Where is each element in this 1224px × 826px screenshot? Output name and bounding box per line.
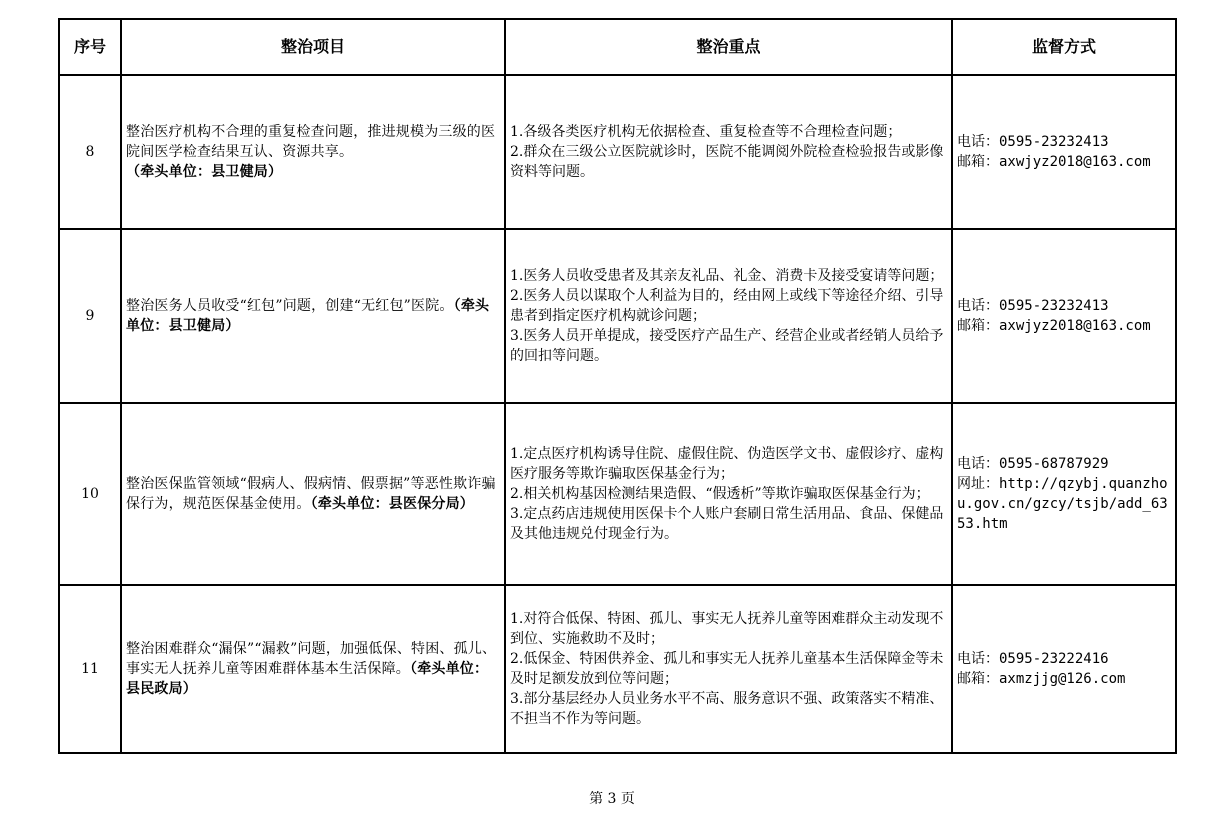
focus-point: 3.部分基层经办人员业务水平不高、服务意识不强、政策落实不精准、不担当不作为等问题。 bbox=[510, 691, 944, 727]
focus-point: 2.低保金、特困供养金、孤儿和事实无人抚养儿童基本生活保障金等未及时足额发放到位等问题； bbox=[510, 651, 944, 687]
serial-number: 11 bbox=[59, 585, 121, 753]
page-number: 第 3 页 bbox=[589, 791, 635, 807]
focus-cell bbox=[505, 75, 952, 229]
lead-unit: （牵头单位：县民政局） bbox=[126, 661, 489, 697]
contact-cell bbox=[952, 229, 1176, 403]
email-text: 邮箱：axwjyz2018@163.com bbox=[957, 318, 1151, 334]
lead-unit: （牵头单位：县卫健局） bbox=[126, 164, 283, 180]
serial-number: 8 bbox=[59, 75, 121, 229]
phone-text: 电话：0595-68787929 bbox=[957, 456, 1109, 472]
focus-point: 1.对符合低保、特困、孤儿、事实无人抚养儿童等困难群众主动发现不到位、实施救助不及时； bbox=[510, 611, 944, 647]
serial-number: 10 bbox=[59, 403, 121, 585]
header-item: 整治项目 bbox=[121, 19, 505, 75]
item-text: 整治医务人员收受“红包”问题，创建“无红包”医院。 bbox=[126, 298, 454, 314]
contact-cell bbox=[952, 585, 1176, 753]
focus-point: 2.医务人员以谋取个人利益为目的，经由网上或线下等途径介绍、引导患者到指定医疗机构就诊问题； bbox=[510, 288, 944, 324]
lead-unit: （牵头单位：县卫健局） bbox=[126, 298, 490, 334]
item-cell bbox=[121, 585, 505, 753]
header-focus: 整治重点 bbox=[505, 19, 952, 75]
table-row bbox=[59, 229, 1176, 403]
item-text: 整治医疗机构不合理的重复检查问题，推进规模为三级的医院间医学检查结果互认、资源共享。 bbox=[126, 124, 496, 160]
email-text: 邮箱：axwjyz2018@163.com bbox=[957, 154, 1151, 170]
item-cell bbox=[121, 75, 505, 229]
item-cell bbox=[121, 229, 505, 403]
serial-number: 9 bbox=[59, 229, 121, 403]
focus-point: 2.相关机构基因检测结果造假、“假透析”等欺诈骗取医保基金行为； bbox=[510, 486, 930, 502]
rectification-table bbox=[58, 18, 1177, 754]
focus-cell bbox=[505, 585, 952, 753]
phone-text: 电话：0595-23222416 bbox=[957, 651, 1109, 667]
phone-text: 电话：0595-23232413 bbox=[957, 134, 1109, 150]
email-text: 邮箱：axmzjjg@126.com bbox=[957, 671, 1126, 687]
item-text: 整治困难群众“漏保”“漏救”问题，加强低保、特困、孤儿、事实无人抚养儿童等困难群体基本生活保障。 bbox=[126, 641, 497, 677]
item-text: 整治医保监管领域“假病人、假病情、假票据”等恶性欺诈骗保行为，规范医保基金使用。 bbox=[126, 476, 496, 512]
header-row bbox=[59, 19, 1176, 75]
contact-cell bbox=[952, 403, 1176, 585]
website-link[interactable]: 网址：http://qzybj.quanzhou.gov.cn/gzcy/tsjb/add_6353.htm bbox=[957, 476, 1168, 532]
focus-point: 3.定点药店违规使用医保卡个人账户套刷日常生活用品、食品、保健品及其他违规兑付现金行为。 bbox=[510, 506, 944, 542]
table-row bbox=[59, 75, 1176, 229]
table-row bbox=[59, 585, 1176, 753]
focus-cell bbox=[505, 229, 952, 403]
focus-point: 2.群众在三级公立医院就诊时，医院不能调阅外院检查检验报告或影像资料等问题。 bbox=[510, 144, 944, 180]
header-serial: 序号 bbox=[59, 19, 121, 75]
focus-point: 1.各级各类医疗机构无依据检查、重复检查等不合理检查问题； bbox=[510, 124, 902, 140]
contact-cell bbox=[952, 75, 1176, 229]
focus-cell bbox=[505, 403, 952, 585]
focus-point: 3.医务人员开单提成，接受医疗产品生产、经营企业或者经销人员给予的回扣等问题。 bbox=[510, 328, 944, 364]
table-row bbox=[59, 403, 1176, 585]
phone-text: 电话：0595-23232413 bbox=[957, 298, 1109, 314]
header-supervision: 监督方式 bbox=[952, 19, 1176, 75]
lead-unit: （牵头单位：县医保分局） bbox=[310, 496, 475, 512]
item-cell bbox=[121, 403, 505, 585]
focus-point: 1.医务人员收受患者及其亲友礼品、礼金、消费卡及接受宴请等问题； bbox=[510, 268, 944, 284]
focus-point: 1.定点医疗机构诱导住院、虚假住院、伪造医学文书、虚假诊疗、虚构医疗服务等欺诈骗取医保基金行为； bbox=[510, 446, 944, 482]
